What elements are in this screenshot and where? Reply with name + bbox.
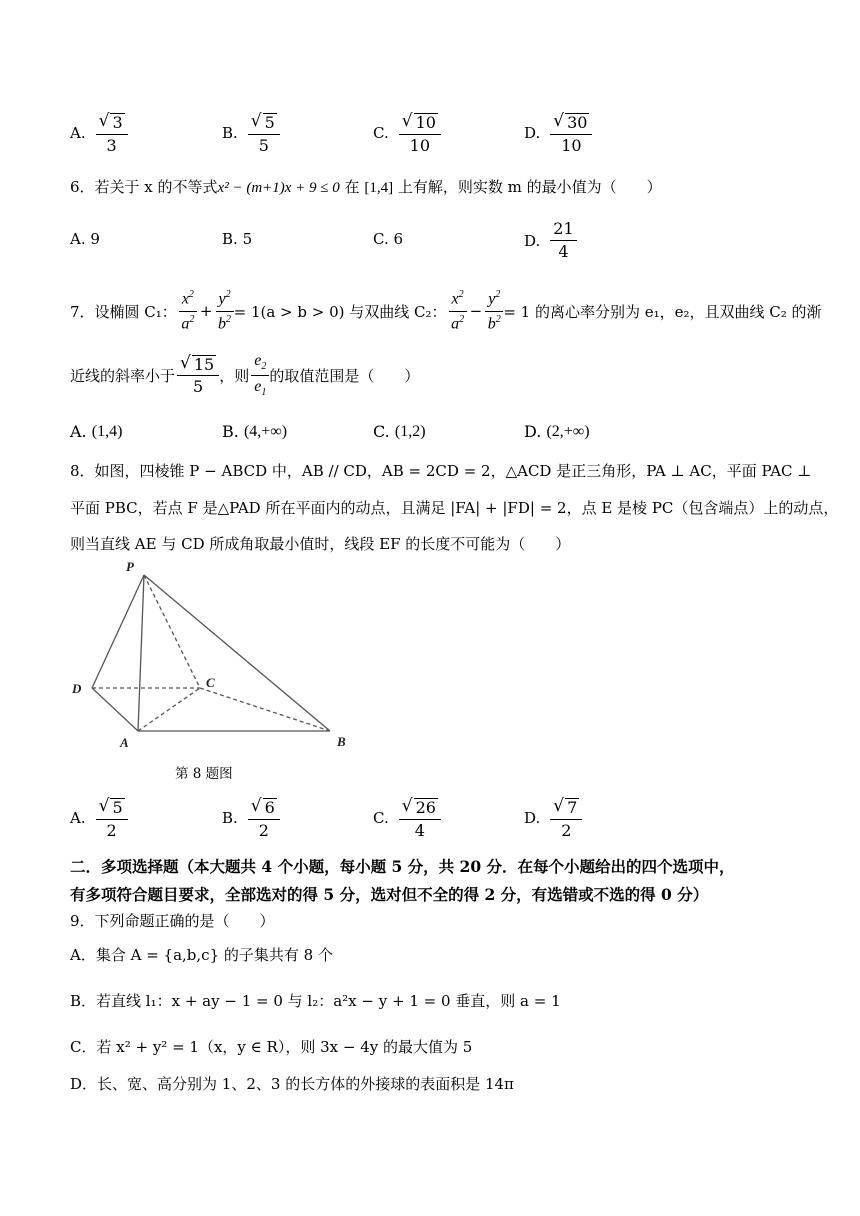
q9-option-c: C．若 x² + y² = 1（x，y ∈ R），则 3x − 4y 的最大值为 5	[70, 1038, 473, 1056]
q6-option-a: A. 9	[70, 230, 100, 248]
fraction: √ 5 5	[248, 112, 280, 155]
q8-option-d: D. √ 7 2	[524, 797, 582, 840]
q8-stem-line1: 8．如图，四棱锥 P − ABCD 中，AB // CD，AB = 2CD = 2，△ACD 是正三角形，PA ⊥ AC，平面 PAC ⊥	[70, 462, 812, 480]
q5-option-c: C. √ 10 10	[373, 112, 441, 155]
fraction: √ 10 10	[399, 112, 441, 155]
section-heading-line1: 二．多项选择题（本大题共 4 个小题，每小题 5 分，共 20 分．在每个小题给出的四个选项中，	[70, 857, 735, 876]
q8-stem-line3: 则当直线 AE 与 CD 所成角取最小值时，线段 EF 的长度不可能为（ ）	[70, 535, 571, 553]
q9-option-b: B．若直线 l₁：x + ay − 1 = 0 与 l₂：a²x − y + 1 = 0 垂直，则 a = 1	[70, 992, 561, 1010]
edge-da	[92, 688, 138, 731]
q5-option-a: A. √ 3 3	[70, 112, 128, 155]
fraction: √ 7 2	[550, 797, 582, 840]
q9-stem: 9．下列命题正确的是（ ）	[70, 912, 275, 930]
q6-option-c: C. 6	[373, 230, 404, 248]
edge-pa	[138, 575, 144, 731]
sqrt-icon: √	[401, 796, 413, 816]
q8-option-a: A. √ 5 2	[70, 797, 128, 840]
fraction: √ 30 10	[550, 112, 592, 155]
sqrt-icon: √	[250, 111, 262, 131]
q9-option-a: A．集合 A = {a,b,c} 的子集共有 8 个	[70, 946, 333, 964]
sqrt-icon: √	[250, 796, 262, 816]
pyramid-figure	[60, 555, 360, 755]
q7-option-c: C. (1,2)	[373, 422, 426, 441]
q7-option-d: D. (2,+∞)	[524, 422, 590, 441]
sqrt-icon: √	[553, 111, 565, 131]
q6-option-b: B. 5	[222, 230, 253, 248]
fraction: $\frac{y^2}{b^2}$	[216, 289, 234, 333]
q8-stem-line2: 平面 PBC，若点 F 是△PAD 所在平面内的动点，且满足 |FA| + |FD| = 2，点 E 是棱 PC（包含端点）上的动点，	[70, 499, 839, 517]
label-a: A	[120, 735, 129, 750]
q7-option-b: B. (4,+∞)	[222, 422, 288, 441]
fraction: √ 26 4	[399, 797, 441, 840]
fraction: $\frac{y^2}{b^2}$	[485, 289, 503, 333]
fraction: √ 5 2	[96, 797, 128, 840]
edge-pd	[92, 575, 144, 688]
label-c: C	[206, 675, 215, 690]
edge-pb	[144, 575, 330, 731]
fraction: $\frac{x^2}{a^2}$	[449, 289, 467, 333]
label-d: D	[72, 681, 82, 696]
edge-cb	[200, 688, 330, 731]
sqrt-icon: √	[98, 796, 110, 816]
q8-option-c: C. √ 26 4	[373, 797, 441, 840]
sqrt-icon: √	[401, 111, 413, 131]
fraction: $\frac{21}{4}$	[550, 220, 576, 262]
q6-stem: 6．若关于 x 的不等式x² − (m+1)x + 9 ≤ 0 在 [1,4] 上有解，则实数 m 的最小值为（ ）	[70, 178, 662, 196]
sqrt-icon: √	[98, 111, 110, 131]
sqrt-icon: √	[180, 352, 191, 373]
fraction: $\frac{e_2}{e_1}$	[251, 352, 269, 398]
section-heading-line2: 有多项符合题目要求，全部选对的得 5 分，选对但不全的得 2 分，有选错或不选的得 0 分）	[70, 885, 709, 904]
q5-option-b: B. √ 5 5	[222, 112, 280, 155]
q7-option-a: A. (1,4)	[70, 422, 123, 441]
fraction: √ 6 2	[248, 797, 280, 840]
edge-pc	[144, 575, 200, 688]
figure-caption: 第 8 题图	[175, 766, 233, 782]
q7-stem-line1: 7．设椭圆 C₁： $\frac{x^2}{a^2}$ + $\frac{y^2}{b^2}$ = 1(a > b > 0) 与双曲线 C₂： $\frac{x^2}{a^2}$ − $\frac{y^2}{b^2}$ = 1 的离心率分别为 e₁，e₂，且双曲线 C₂ 的渐	[70, 289, 822, 333]
label-p: P	[126, 559, 134, 574]
label-b: B	[337, 734, 346, 749]
fraction: √ 3 3	[96, 112, 128, 155]
sqrt-icon: √	[553, 796, 565, 816]
fraction: √ 15 5	[177, 354, 219, 397]
q6-option-d: D. $\frac{21}{4}$	[524, 220, 577, 262]
q9-option-d: D．长、宽、高分别为 1、2、3 的长方体的外接球的表面积是 14π	[70, 1075, 514, 1093]
q8-option-b: B. √ 6 2	[222, 797, 280, 840]
q5-option-d: D. √ 30 10	[524, 112, 592, 155]
fraction: $\frac{x^2}{a^2}$	[179, 289, 197, 333]
q7-stem-line2: 近线的斜率小于 √ 15 5 ，则 $\frac{e_2}{e_1}$ 的取值范围是（ ）	[70, 352, 420, 398]
edge-ac	[138, 688, 200, 731]
